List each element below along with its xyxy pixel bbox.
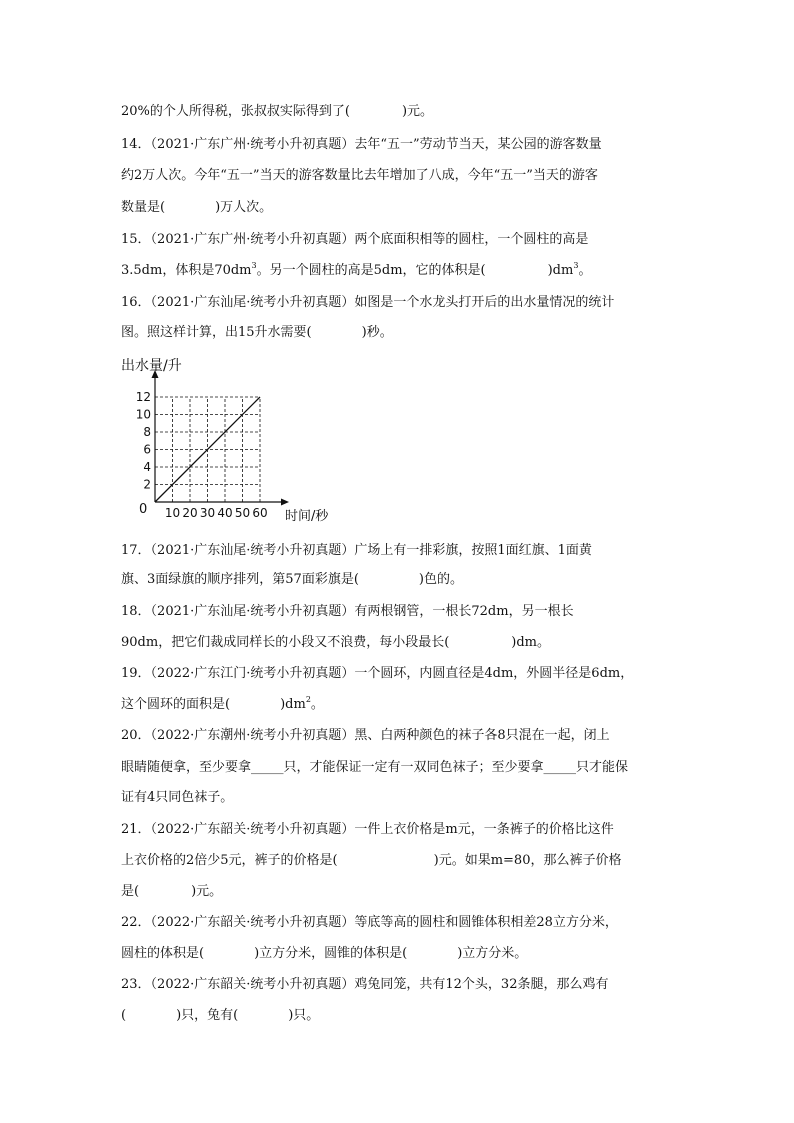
y-tick-label: 8 [143, 425, 151, 439]
q23-line-1: 23．（2022·广东韶关·统考小升初真题）鸡兔同笼，共有12个头，32条腿，那么鸡有 [121, 977, 609, 992]
q17-line-2: 旗、3面绿旗的顺序排列，第57面彩旗是( )色的。 [121, 572, 463, 587]
q19-line-1: 19．（2022·广东江门·统考小升初真题）一个圆环，内圆直径是4dm，外圆半径是6dm， [121, 666, 634, 681]
chart-xlabel: 时间/秒 [285, 509, 329, 524]
q16-line-2: 图。照这样计算，出15升水需要( )秒。 [121, 325, 393, 340]
q13-line-1: 20%的个人所得税，张叔叔实际得到了( )元。 [121, 104, 434, 119]
y-tick-label: 4 [143, 460, 151, 474]
x-tick-label: 10 [164, 506, 181, 520]
y-tick-label: 6 [143, 442, 151, 457]
x-axis-arrow [281, 499, 289, 506]
q14-line-1: 14．（2021·广东广州·统考小升初真题）去年“五一”劳动节当天，某公园的游客数量 [121, 137, 602, 152]
x-tick-label: 50 [234, 506, 251, 520]
answer-blank-1[interactable]: _____ [251, 760, 284, 775]
q22-line-1: 22．（2022·广东韶关·统考小升初真题）等底等高的圆柱和圆锥体积相差28立方分米， [121, 915, 618, 930]
x-tick-label: 20 [182, 506, 198, 520]
q15-line-2: 3.5dm，体积是$70dm^3$。另一个圆柱的高是5dm，它的体积是( )$dm^3$。 [121, 261, 592, 278]
y-tick-label: 2 [143, 477, 151, 492]
q20-line-2: 眼睛随便拿，至少要拿_____只，才能保证一定有一双同色袜子；至少要拿_____只才能保 [121, 760, 629, 775]
water-flow-chart [118, 352, 338, 527]
x-tick-label: 60 [252, 506, 268, 520]
q21-line-2: 上衣价格的2倍少5元，裤子的价格是( )元。如果m=80，那么裤子价格 [121, 853, 622, 868]
q21-line-3: 是( )元。 [121, 884, 223, 899]
answer-blank-2[interactable]: _____ [543, 760, 577, 775]
q18-line-1: 18．（2021·广东汕尾·统考小升初真题）有两根钢管，一根长72dm，另一根长 [121, 604, 574, 619]
y-tick-label: 12 [135, 390, 151, 404]
q20-line-3: 证有4只同色袜子。 [121, 790, 234, 805]
chart-ylabel: 出水量/升 [121, 358, 182, 374]
q14-line-2: 约2万人次。今年“五一”当天的游客数量比去年增加了八成，今年“五一”当天的游客 [121, 168, 598, 183]
x-tick-label: 30 [199, 506, 216, 520]
q21-line-1: 21．（2022·广东韶关·统考小升初真题）一件上衣价格是m元，一条裤子的价格比这件 [121, 822, 614, 837]
q14-line-3: 数量是( )万人次。 [121, 200, 273, 215]
x-tick-label: 40 [217, 506, 233, 520]
q20-line-1: 20．（2022·广东潮州·统考小升初真题）黑、白两种颜色的袜子各8只混在一起，闭上 [121, 728, 610, 743]
y-tick-label: 10 [135, 407, 151, 422]
q22-line-2: 圆柱的体积是( )立方分米，圆锥的体积是( )立方分米。 [121, 946, 528, 961]
q18-line-2: 90dm，把它们裁成同样长的小段又不浪费，每小段最长( )dm。 [121, 635, 550, 650]
q16-line-1: 16．（2021·广东汕尾·统考小升初真题）如图是一个水龙头打开后的出水量情况的统计 [121, 295, 615, 310]
q15-line-1: 15．（2021·广东广州·统考小升初真题）两个底面积相等的圆柱，一个圆柱的高是 [121, 232, 589, 247]
q17-line-1: 17．（2021·广东汕尾·统考小升初真题）广场上有一排彩旗，按照1面红旗、1面黄 [121, 543, 592, 558]
chart-origin-label: 0 [139, 502, 148, 517]
q19-line-2: 这个圆环的面积是( )$dm^2$。 [121, 695, 324, 712]
q23-line-2: ( )只，兔有( )只。 [121, 1008, 320, 1023]
